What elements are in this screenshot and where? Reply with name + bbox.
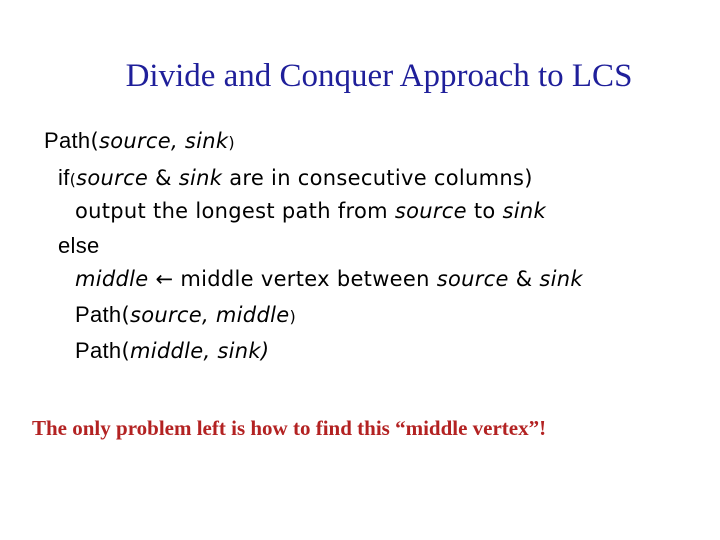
paren-close: ) — [289, 307, 296, 326]
paren-close: ) — [228, 133, 235, 152]
condition-text: are in consecutive columns) — [222, 166, 533, 190]
to-text: to — [466, 199, 503, 223]
param-list: source, middle — [129, 303, 290, 327]
keyword-else: else — [58, 233, 100, 258]
output-text: output the longest path from — [75, 199, 395, 223]
paren-open: ( — [90, 129, 99, 153]
var-source: source — [394, 199, 467, 223]
code-line-3 — [75, 199, 546, 223]
param-list: source, sink — [98, 129, 229, 153]
var-middle: middle — [75, 267, 149, 291]
middle-vertex-text: middle vertex between — [180, 267, 437, 291]
keyword-path: Path — [75, 338, 122, 363]
code-line-1 — [44, 128, 235, 154]
ampersand: & — [148, 166, 179, 190]
param-list: middle, sink) — [129, 339, 270, 363]
code-line-6 — [75, 302, 296, 328]
keyword-path: Path — [75, 302, 122, 327]
code-line-5 — [75, 267, 583, 291]
var-sink: sink — [502, 199, 546, 223]
code-line-2 — [58, 165, 533, 191]
keyword-path: Path — [44, 128, 91, 153]
footnote: The only problem left is how to find this “middle vertex”! — [32, 416, 547, 440]
var-source: source — [436, 267, 509, 291]
ampersand: & — [508, 267, 540, 291]
var-sink: sink — [539, 267, 583, 291]
code-line-4 — [58, 233, 100, 259]
keyword-if: if — [58, 165, 70, 190]
var-sink: sink — [178, 166, 223, 190]
paren-open: ( — [121, 303, 130, 327]
var-source: source — [76, 166, 149, 190]
paren-open: ( — [69, 170, 77, 189]
assign-arrow: ← — [148, 267, 181, 291]
paren-open: ( — [121, 339, 130, 363]
slide-title: Divide and Conquer Approach to LCS — [125, 58, 633, 94]
code-line-7 — [75, 338, 269, 364]
